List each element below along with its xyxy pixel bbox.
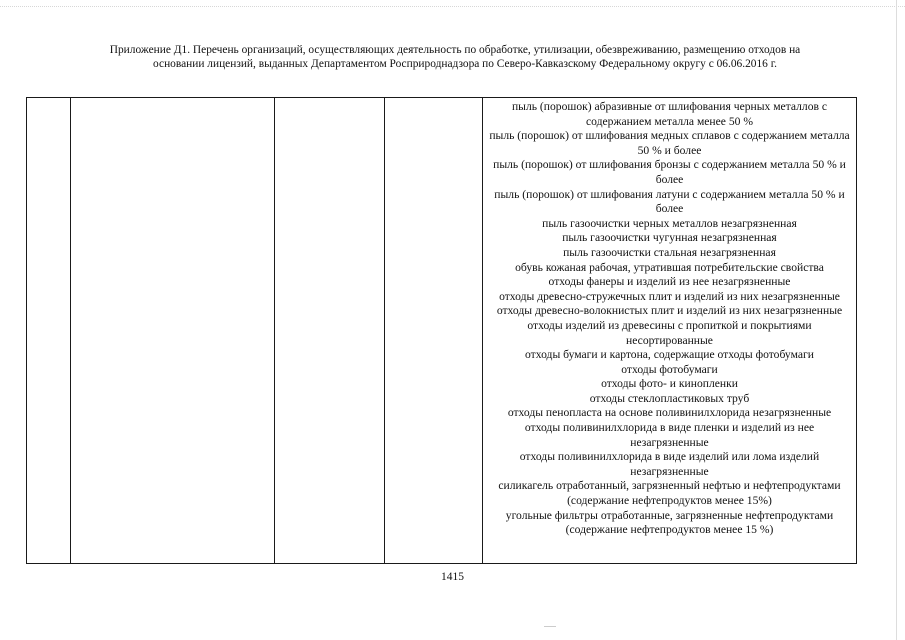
- waste-item: отходы фанеры и изделий из нее незагрязненные: [548, 275, 791, 289]
- waste-item: пыль (порошок) абразивные от шлифования черных металлов с содержанием металла менее 50 %: [511, 100, 828, 128]
- waste-item: угольные фильтры отработанные, загрязненные нефтепродуктами (содержание нефтепродуктов менее 15 %): [505, 508, 834, 537]
- cell-waste-types: [483, 98, 857, 564]
- scan-artifact-line: [0, 6, 905, 19]
- page-number: 1415: [441, 571, 464, 583]
- header-line-2: основании лицензий, выданных Департаментом Росприроднадзора по Северо-Кавказскому Федеральному округу с 06.06.2016 г.: [153, 58, 777, 70]
- waste-item: отходы фотобумаги: [621, 362, 718, 376]
- cell-number: [27, 98, 71, 564]
- waste-item: отходы древесно-волокнистых плит и изделий из них незагрязненные: [496, 304, 843, 318]
- waste-item: отходы фото- и кинопленки: [601, 377, 738, 391]
- waste-item: отходы пенопласта на основе поливинилхлорида незагрязненные: [507, 406, 832, 420]
- cell-activity: [385, 98, 483, 564]
- waste-item: отходы изделий из древесины с пропиткой и покрытиями несортированные: [527, 318, 812, 347]
- waste-item: отходы поливинилхлорида в виде пленки и изделий из нее незагрязненные: [524, 421, 815, 449]
- cell-license: [275, 98, 385, 564]
- header-line-1: Приложение Д1. Перечень организаций, осуществляющих деятельность по обработке, утилизации, обезвреживанию, размещению отходов на: [109, 44, 801, 56]
- waste-item: пыль (порошок) от шлифования бронзы с содержанием металла 50 % и более: [493, 158, 846, 186]
- waste-item: отходы бумаги и картона, содержащие отходы фотобумаги: [525, 348, 814, 362]
- waste-list: [487, 100, 852, 538]
- waste-item: пыль газоочистки чугунная незагрязненная: [562, 231, 777, 245]
- waste-item: силикагель отработанный, загрязненный нефтью и нефтепродуктами (содержание нефтепродуктов менее 15%): [498, 479, 841, 508]
- scan-mark: [544, 626, 556, 627]
- waste-item: пыль (порошок) от шлифования латуни с содержанием металла 50 % и более: [494, 187, 845, 216]
- organizations-table: [26, 97, 857, 564]
- document-header: [60, 43, 850, 71]
- scan-edge: [896, 0, 897, 640]
- waste-item: отходы поливинилхлорида в виде изделий или лома изделий незагрязненные: [519, 450, 820, 478]
- waste-item: отходы стеклопластиковых труб: [589, 391, 750, 405]
- waste-item: пыль газоочистки стальная незагрязненная: [563, 245, 776, 259]
- table-row: [27, 98, 857, 564]
- waste-item: пыль (порошок) от шлифования медных сплавов с содержанием металла 50 % и более: [489, 129, 850, 157]
- waste-item: обувь кожаная рабочая, утратившая потребительские свойства: [515, 260, 824, 274]
- waste-item: отходы древесно-стружечных плит и изделий из них незагрязненные: [499, 289, 840, 303]
- cell-organization: [71, 98, 275, 564]
- waste-item: пыль газоочистки черных металлов незагрязненная: [542, 216, 797, 230]
